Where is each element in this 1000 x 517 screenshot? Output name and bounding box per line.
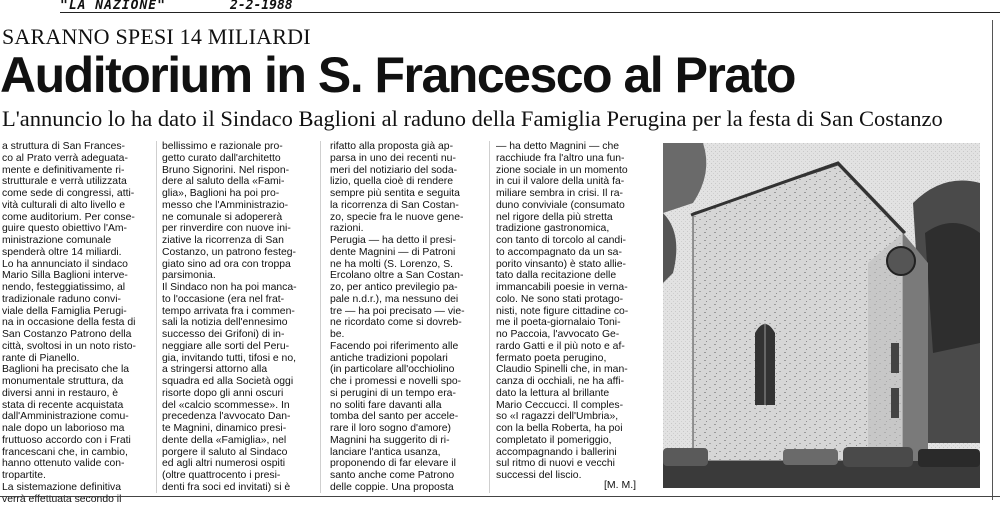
page-edge-rule bbox=[992, 20, 993, 500]
column-divider bbox=[156, 141, 157, 493]
newspaper-name: "LA NAZIONE" bbox=[60, 0, 166, 13]
author-signature: [M. M.] bbox=[604, 479, 637, 491]
column-divider bbox=[320, 141, 321, 493]
column-text: — ha detto Magnini — che racchiude fra l'altro una fun- zione sociale in un momento in cui il valore della unità fa- miliare sembra in crisi. Il ra- duno conviviale (consumato nel rigore della più stretta tradizione gastronomica, con tanto di torcolo al candi- to accompagnato da un sa- porito vinsanto) è stato allie- tato dalla recitazione delle immancabili poesie in verna- colo. Ne sono stati protago- nisti, note figure cittadine co- me il poeta-giornalaio Toni- no Paccoia, l'avvocato Ge- rardo Gatti e il più noto e af- fermato poeta perugino, Claudio Spinelli che, in man- canza di occhiali, ne ha affi- dato la lettura al brillante Mario Ceccucci. Il comples- so «I ragazzi dell'Umbria», con la bella Roberta, ha poi completato il pomeriggio, accompagnando i ballerini sul ritmo di nuovi e vecchi successi del liscio. bbox=[496, 141, 629, 481]
column-text: a struttura di San Frances- co al Prato verrà adeguata- mente e definitivamente ri- strutturale e verrà utilizzata come sede di congressi, atti- vità culturali di alto livello e come auditorium. Per conse- guire questo obiettivo l'Am- ministrazione comunale spenderà oltre 14 miliardi. Lo ha annunciato il sindaco Mario Silla Baglioni interve- nendo, festeggiatissimo, al tradizionale raduno convi- viale della Famiglia Perugi- na in occasione della festa di San Costanzo Patrono della città, svoltosi in un noto risto- rante di Pianello. Baglioni ha precisato che la monumentale struttura, da diversi anni in restauro, è stata di recente acquistata dall'Amministrazione comu- nale dopo un laborioso ma fruttuoso accordo con i Frati francescani che, in cambio, hanno ottenuto valide con- tropartite. La sistemazione definitiva verrà effettuata secondo il bbox=[2, 141, 136, 505]
article-kicker: SARANNO SPESI 14 MILIARDI bbox=[2, 24, 311, 49]
article-column-3 bbox=[330, 141, 482, 494]
masthead bbox=[60, 0, 1000, 14]
article-subhead: L'annuncio lo ha dato il Sindaco Baglioni al raduno della Famiglia Perugina per la festa di San Costanzo bbox=[2, 106, 943, 131]
column-text: bellissimo e razionale pro- getto curato dall'architetto Bruno Signorini. Nel rispon- dere al saluto della «Fami- glia», Baglioni ha poi pro- messo che l'Amministrazio- ne comunale si adopererà per rinverdire con nuove ini- ziative la ricorrenza di San Costanzo, un patrono festeg- giato sino ad ora con troppa parsimonia. Il Sindaco non ha poi manca- to l'occasione (era nel frat- tempo arrivata fra i commen- sali la notizia dell'ennesimo successo dei Grifoni) di in- neggiare alle sorti del Peru- gia, invitando tutti, tifosi e no, a stringersi attorno alla squadra ed alla Società oggi risorte dopo gli anni oscuri del «calcio scommesse». In precedenza l'avvocato Dan- te Magnini, dinamico presi- dente della «Famiglia», nel porgere il saluto al Sindaco ed agli altri numerosi ospiti (oltre quattrocento i presi- denti fra soci ed invitati) si è bbox=[162, 141, 297, 493]
article-headline: Auditorium in S. Francesco al Prato bbox=[0, 47, 795, 103]
issue-date: 2-2-1988 bbox=[230, 0, 293, 13]
photo-illustration bbox=[663, 143, 980, 488]
article-column-4 bbox=[496, 141, 648, 482]
column-divider bbox=[489, 141, 490, 493]
article-column-1 bbox=[2, 141, 148, 505]
bottom-rule bbox=[0, 496, 1000, 497]
church-facade-photo bbox=[663, 143, 980, 488]
masthead-rule bbox=[60, 12, 1000, 13]
column-text: rifatto alla proposta già ap- parsa in uno dei recenti nu- meri del notiziario del soda- lizio, quella cioè di rendere sempre più sentita e seguita la ricorrenza di San Costan- zo, specie fra le nuove gene- razioni. Perugia — ha detto il presi- dente Magnini — di Patroni ne ha molti (S. Lorenzo, S. Ercolano oltre a San Costan- zo, per antico previlegio pa- pale n.d.r.), ma nessuno dei tre — ha poi precisato — vie- ne ricordato come si dovreb- be. Facendo poi riferimento alle antiche tradizioni popolari (in particolare all'occhiolino che i promessi e novelli spo- si perugini di un tempo era- no soliti fare davanti alla tomba del santo per accele- rare il loro sogno d'amore) Magnini ha suggerito di ri- lanciare l'antica usanza, proponendo di far elevare il santo anche come Patrono delle coppie. Una proposta bbox=[330, 141, 465, 493]
article-column-2 bbox=[162, 141, 306, 494]
